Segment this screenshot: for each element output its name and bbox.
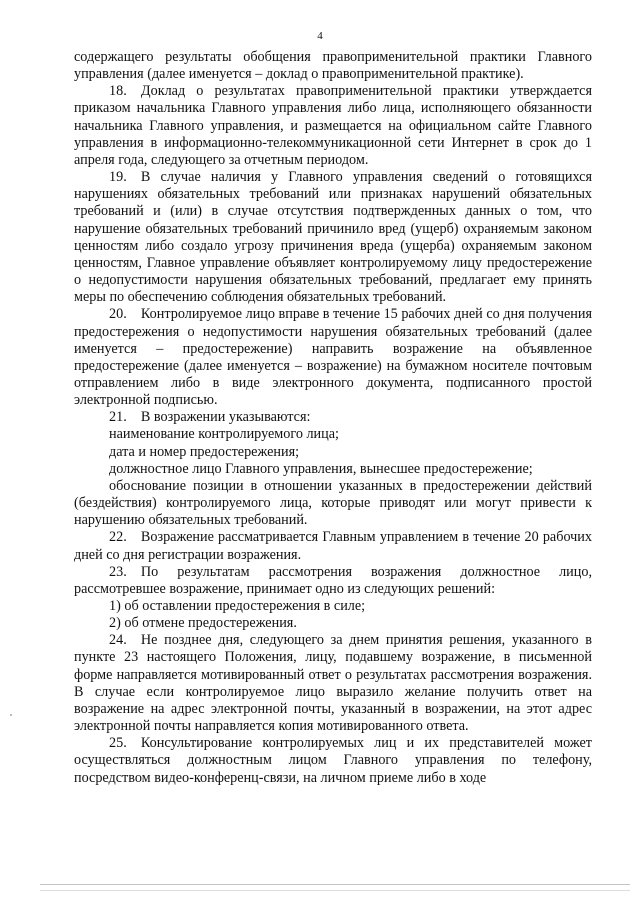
footer-scan-line-secondary <box>40 890 630 891</box>
list-item-warning-date-number: дата и номер предостережения; <box>109 443 300 460</box>
paragraph-23: 23. По результатам рассмотрения возражения должностное лицо, рассмотревшее возражение, принимает одно из следующих решений: <box>74 563 592 597</box>
paragraph-22: 22. Возражение рассматривается Главным управлением в течение 20 рабочих дней со дня регистрации возражения. <box>74 529 592 563</box>
scan-speck <box>10 714 12 716</box>
paragraph-20: 20. Контролируемое лицо вправе в течение 15 рабочих дней со дня получения предостережения о недопустимости нарушения обязательных требований (далее именуется – предостережение) направить возражение на объявленное предостережение (далее именуется – возражение) на бумажном носителе почтовым отправлением либо в виде электронного документа, подписанного простой электронной подписью. <box>74 306 592 409</box>
list-item-official: должностное лицо Главного управления, вынесшее предостережение; <box>109 460 533 477</box>
paragraph-continuation: содержащего результаты обобщения правоприменительной практики Главного управления (далее именуется – доклад о правоприменительной практике). <box>74 49 592 83</box>
list-item-justification: обоснование позиции в отношении указанных в предостережении действий (бездействия) контролируемого лица, которые приводят или могут привести к нарушению обязательных требований. <box>74 477 592 529</box>
decision-option-keep: 1) об оставлении предостережения в силе; <box>109 598 366 614</box>
paragraph-18: 18. Доклад о результатах правоприменительной практики утверждается приказом начальника Главного управления либо лица, исполняющего обязанности начальника Главного управления, и размещается на официальном сайте Главного управления в информационно-телекоммуникационной сети Интернет в срок до 1 апреля года, следующего за отчетным периодом. <box>74 83 592 168</box>
paragraph-19: 19. В случае наличия у Главного управления сведений о готовящихся нарушениях обязательных требований или признаках нарушений обязательных требований и (или) в случае отсутствия подтвержденных данных о том, что нарушение обязательных требований причинило вред (ущерб) охраняемым законом ценностям либо создало угрозу причинения вреда (ущерба) охраняемым законом ценностям, Главное управление объявляет контролируемому лицу предостережение о недопустимости нарушения обязательных требований, предлагает ему принять меры по обеспечению соблюдения обязательных требований. <box>74 169 592 306</box>
list-item-controlled-person-name: наименование контролируемого лица; <box>109 426 339 443</box>
document-body <box>74 49 592 787</box>
paragraph-25: 25. Консультирование контролируемых лиц и их представителей может осуществляться должностным лицом Главного управления по телефону, посредством видео-конференц-связи, на личном приеме либо в ходе <box>74 735 592 786</box>
paragraph-21: 21. В возражении указываются: <box>109 409 311 426</box>
decision-option-cancel: 2) об отмене предостережения. <box>109 615 297 632</box>
page-number: 4 <box>317 30 323 42</box>
paragraph-24: 24. Не позднее дня, следующего за днем принятия решения, указанного в пункте 23 настоящего Положения, лицу, подавшему возражение, в письменной форме направляется мотивированный ответ о результатах рассмотрения возражения. В случае если контролируемое лицо выразило желание получить ответ на возражение на адрес электронной почты, указанный в возражении, на этот адрес электронной почты направляется копия мотивированного ответа. <box>74 632 592 735</box>
footer-scan-line <box>40 884 630 885</box>
